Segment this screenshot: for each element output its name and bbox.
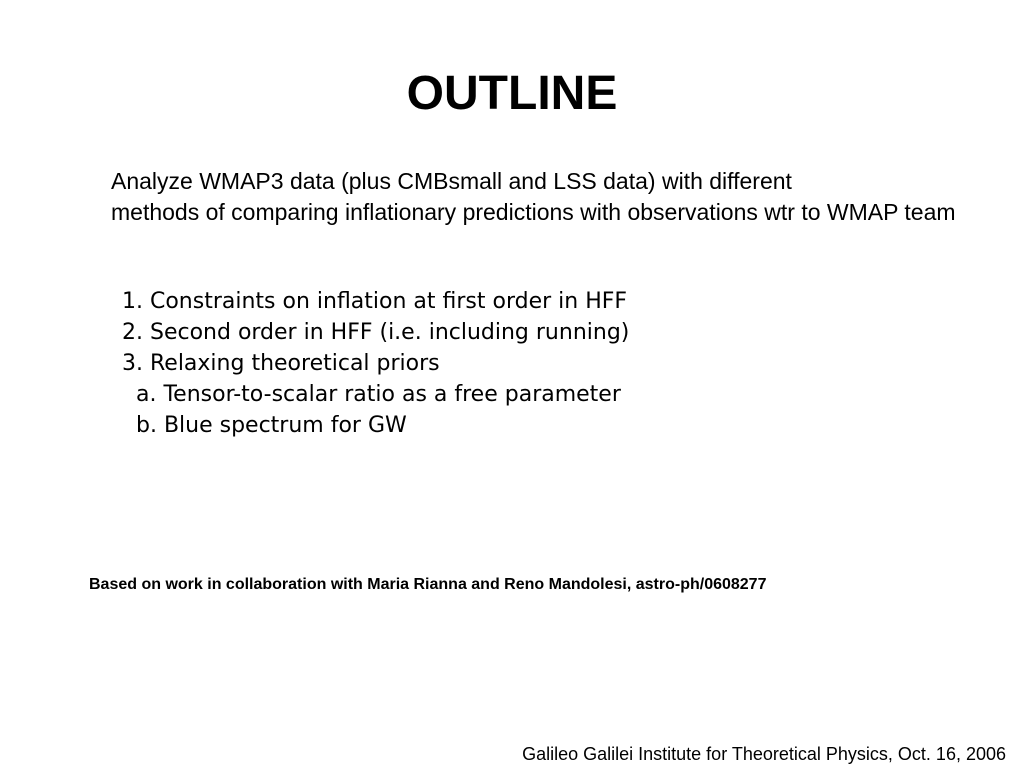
outline-subitem-b: b. Blue spectrum for GW bbox=[136, 413, 407, 438]
intro-line-2: methods of comparing inflationary predictions with observations wtr to WMAP team bbox=[111, 199, 956, 225]
outline-item-2: 2. Second order in HFF (i.e. including running) bbox=[122, 320, 630, 345]
intro-paragraph bbox=[111, 166, 1024, 228]
outline-item-1: 1. Constraints on inflation at first order in HFF bbox=[122, 289, 628, 314]
attribution-note: Based on work in collaboration with Maria Rianna and Reno Mandolesi, astro-ph/0608277 bbox=[89, 576, 767, 593]
intro-line-1: Analyze WMAP3 data (plus CMBsmall and LSS data) with different bbox=[111, 168, 792, 194]
outline-item-3: 3. Relaxing theoretical priors bbox=[122, 351, 440, 376]
slide-title: OUTLINE bbox=[406, 67, 618, 120]
outline-list bbox=[122, 286, 629, 441]
outline-subitem-a: a. Tensor-to-scalar ratio as a free parameter bbox=[136, 382, 621, 407]
footer-credit: Galileo Galilei Institute for Theoretical Physics, Oct. 16, 2006 bbox=[522, 744, 1006, 764]
